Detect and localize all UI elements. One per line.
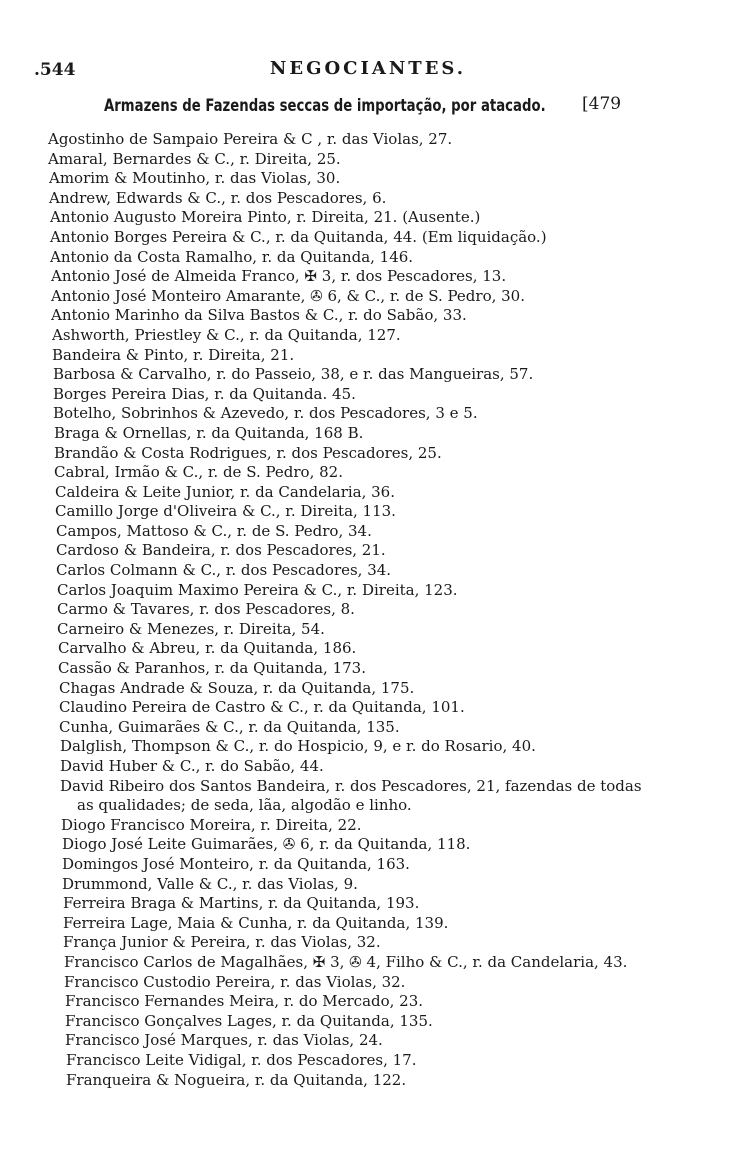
list-item: Braga & Ornellas, r. da Quitanda, 168 B.	[54, 423, 364, 442]
list-item: Francisco Gonçalves Lages, r. da Quitanda, 135.	[65, 1011, 433, 1030]
section-title: Armazens de Fazendas seccas de importação, por atacado.	[104, 96, 546, 116]
merchant-list	[0, 130, 736, 1090]
list-item: Diogo Francisco Moreira, r. Direita, 22.	[61, 815, 362, 834]
list-item: Drummond, Valle & C., r. das Violas, 9.	[62, 874, 358, 893]
section-number: [479	[582, 94, 622, 114]
list-item: Francisco Fernandes Meira, r. do Mercado, 23.	[65, 992, 424, 1011]
list-item: Diogo José Leite Guimarães, ✇ 6, r. da Quitanda, 118.	[62, 835, 471, 854]
list-item: Caldeira & Leite Junior, r. da Candelaria, 36.	[55, 482, 395, 501]
list-item: Barbosa & Carvalho, r. do Passeio, 38, e r. das Mangueiras, 57.	[53, 365, 534, 384]
list-item: Antonio da Costa Ramalho, r. da Quitanda, 146.	[50, 247, 414, 266]
list-item: França Junior & Pereira, r. das Violas, 32.	[63, 933, 381, 952]
list-item: Amaral, Bernardes & C., r. Direita, 25.	[48, 149, 341, 168]
list-item: Camillo Jorge d'Oliveira & C., r. Direita, 113.	[55, 502, 396, 521]
list-item: Carlos Colmann & C., r. dos Pescadores, 34.	[56, 561, 392, 580]
list-item: Ashworth, Priestley & C., r. da Quitanda, 127.	[52, 325, 401, 344]
running-head: NEGOCIANTES.	[269, 58, 467, 79]
list-item: Cunha, Guimarães & C., r. da Quitanda, 135.	[59, 717, 400, 736]
list-item: Cardoso & Bandeira, r. dos Pescadores, 21.	[56, 541, 386, 560]
list-item: Agostinho de Sampaio Pereira & C , r. das Violas, 27.	[48, 130, 453, 148]
list-item-continuation: as qualidades; de seda, lãa, algodão e linho.	[77, 796, 412, 815]
list-item: Ferreira Lage, Maia & Cunha, r. da Quitanda, 139.	[63, 913, 449, 932]
list-item: Carlos Joaquim Maximo Pereira & C., r. Direita, 123.	[57, 580, 458, 599]
list-item: Antonio Marinho da Silva Bastos & C., r. do Sabão, 33.	[51, 306, 467, 325]
list-item: David Huber & C., r. do Sabão, 44.	[60, 757, 324, 775]
list-item: Antonio José Monteiro Amarante, ✇ 6, & C., r. de S. Pedro, 30.	[51, 286, 525, 305]
list-item: Antonio José de Almeida Franco, ✠ 3, r. dos Pescadores, 13.	[51, 267, 507, 286]
list-item: Carneiro & Menezes, r. Direita, 54.	[57, 619, 325, 638]
list-item: Cabral, Irmão & C., r. de S. Pedro, 82.	[54, 463, 343, 482]
list-item: Franqueira & Nogueira, r. da Quitanda, 122.	[66, 1070, 407, 1089]
list-item: Claudino Pereira de Castro & C., r. da Quitanda, 101.	[59, 698, 465, 717]
list-item: Dalglish, Thompson & C., r. do Hospicio, 9, e r. do Rosario, 40.	[60, 737, 536, 756]
list-item: Antonio Augusto Moreira Pinto, r. Direita, 21. (Ausente.)	[50, 208, 481, 227]
list-item: Carvalho & Abreu, r. da Quitanda, 186.	[58, 639, 357, 658]
list-item: David Ribeiro dos Santos Bandeira, r. dos Pescadores, 21, fazendas de todas	[60, 776, 642, 795]
list-item: Chagas Andrade & Souza, r. da Quitanda, 175.	[59, 678, 415, 697]
list-item: Amorim & Moutinho, r. das Violas, 30.	[49, 169, 341, 188]
list-item: Domingos José Monteiro, r. da Quitanda, 163.	[62, 854, 410, 873]
list-item: Borges Pereira Dias, r. da Quitanda. 45.	[53, 384, 356, 403]
list-item: Andrew, Edwards & C., r. dos Pescadores, 6.	[49, 188, 387, 207]
list-item: Francisco Leite Vidigal, r. dos Pescadores, 17.	[66, 1050, 417, 1069]
page-number: .544	[34, 60, 76, 80]
list-item: Francisco Custodio Pereira, r. das Violas, 32.	[64, 972, 406, 991]
list-item: Botelho, Sobrinhos & Azevedo, r. dos Pescadores, 3 e 5.	[53, 404, 478, 423]
list-item: Bandeira & Pinto, r. Direita, 21.	[52, 345, 295, 364]
list-item: Cassão & Paranhos, r. da Quitanda, 173.	[58, 659, 366, 678]
list-item: Campos, Mattoso & C., r. de S. Pedro, 34.	[56, 521, 372, 540]
list-item: Antonio Borges Pereira & C., r. da Quitanda, 44. (Em liquidação.)	[50, 227, 547, 246]
list-item: Carmo & Tavares, r. dos Pescadores, 8.	[57, 600, 355, 619]
list-item: Ferreira Braga & Martins, r. da Quitanda, 193.	[63, 894, 420, 913]
list-item: Francisco José Marques, r. das Violas, 24.	[65, 1031, 383, 1050]
list-item: Francisco Carlos de Magalhães, ✠ 3, ✇ 4, Filho & C., r. da Candelaria, 43.	[64, 952, 628, 971]
list-item: Brandão & Costa Rodrigues, r. dos Pescadores, 25.	[54, 443, 442, 462]
